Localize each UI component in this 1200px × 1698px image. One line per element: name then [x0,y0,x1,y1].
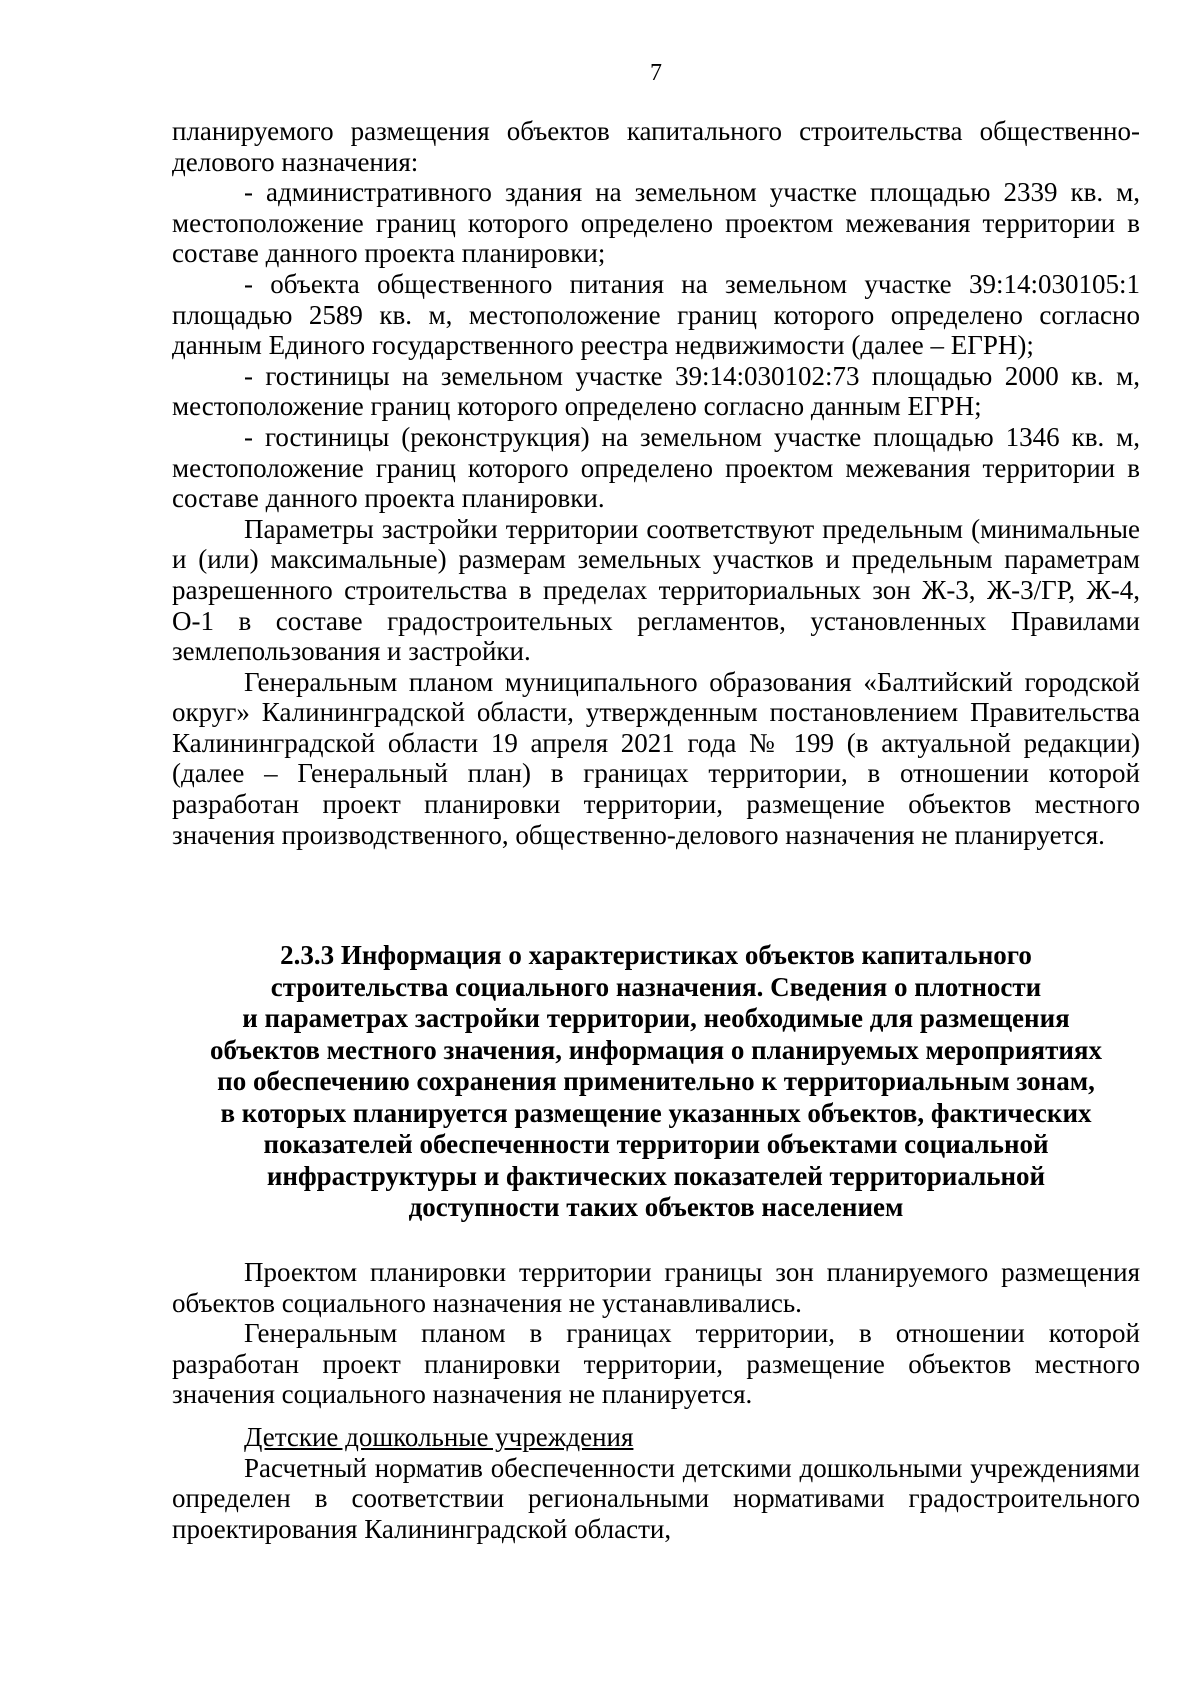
paragraph: Расчетный норматив обеспеченности детскими дошкольными учреждениями определен в соответствии региональными нормативами градостроительного проектирования Калининградской области, [172,1452,1140,1544]
paragraph: планируемого размещения объектов капитального строительства общественно-делового назначения: [172,116,1140,177]
page-number: 7 [650,60,662,86]
heading-line: инфраструктуры и фактических показателей территориальной [266,1160,1046,1191]
heading-line: строительства социального назначения. Сведения о плотности [270,971,1042,1002]
paragraph: Параметры застройки территории соответствуют предельным (минимальные и (или) максимальные) размерам земельных участков и предельным параметрам разрешенного строительства в пределах территориальных зон Ж-3, Ж-3/ГР, Ж-4, О-1 в составе градостроительных регламентов, установленных Правилами землепользования и застройки. [172,513,1140,667]
heading-line: в которых планируется размещение указанных объектов, фактических [220,1097,1092,1128]
heading-line: и параметрах застройки территории, необходимые для размещения [242,1003,1070,1033]
paragraph: - гостиницы на земельном участке 39:14:030102:73 площадью 2000 кв. м, местоположение границ которого определено согласно данным ЕГРН; [172,360,1140,422]
heading-line: 2.3.3 Информация о характеристиках объектов капитального [280,940,1032,970]
heading-line: объектов местного значения, информация о планируемых мероприятиях [209,1034,1102,1065]
paragraph: - гостиницы (реконструкция) на земельном участке площадью 1346 кв. м, местоположение границ которого определено проектом межевания территории в составе данного проекта планировки. [172,421,1140,514]
subheading-preschool: Детские дошкольные учреждения [244,1421,634,1452]
paragraph: Генеральным планом в границах территории, в отношении которой разработан проект планировки территории, размещение объектов местного значения социального назначения не планируется. [172,1318,1140,1410]
paragraph: Генеральным планом муниципального образования «Балтийский городской округ» Калининградской области, утвержденным постановлением Правительства Калининградской области 19 апреля 2021 года № 199 (в актуальной редакции) (далее – Генеральный план) в границах территории, в отношении которой разработан проект планировки территории, размещение объектов местного значения производственного, общественно-делового назначения не планируется. [172,666,1140,850]
body-text-top [172,116,1140,850]
body-text-bottom [172,1257,1140,1544]
section-heading [172,940,1140,1224]
paragraph: - объекта общественного питания на земельном участке 39:14:030105:1 площадью 2589 кв. м, местоположение границ которого определено согласно данным Единого государственного реестра недвижимости (далее – ЕГРН); [172,268,1140,361]
heading-line: по обеспечению сохранения применительно к территориальным зонам, [217,1066,1095,1096]
heading-line: доступности таких объектов населением [408,1192,904,1222]
paragraph: Проектом планировки территории границы зон планируемого размещения объектов социального назначения не устанавливались. [172,1257,1140,1318]
paragraph: - административного здания на земельном участке площадью 2339 кв. м, местоположение границ которого определено проектом межевания территории в составе данного проекта планировки; [172,177,1140,269]
heading-line: показателей обеспеченности территории объектами социальной [263,1129,1049,1159]
